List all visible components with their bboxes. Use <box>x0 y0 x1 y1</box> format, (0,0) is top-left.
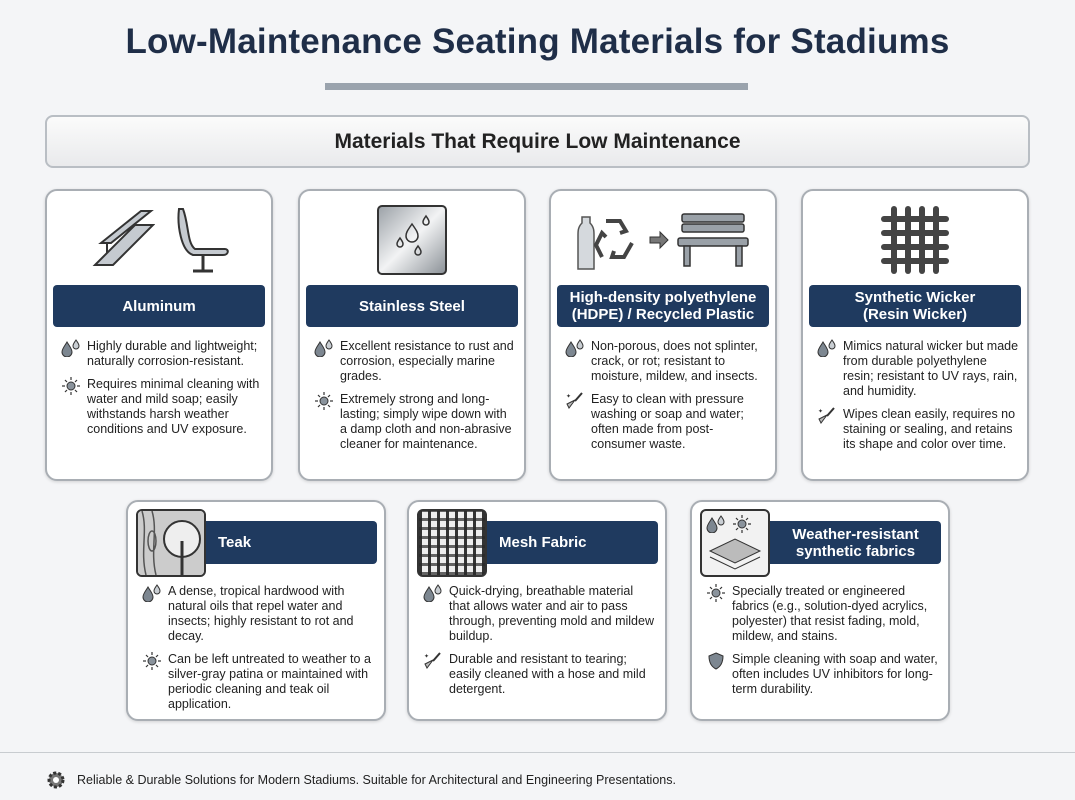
section-header: Materials That Require Low Maintenance <box>45 115 1030 168</box>
water-drops-icon <box>61 339 81 357</box>
feature-item <box>314 339 516 384</box>
material-title: Stainless Steel <box>306 285 518 327</box>
material-card-weather-resistant-fabrics <box>690 500 950 721</box>
steel-plate-water-icon <box>376 204 448 276</box>
feature-text: Easy to clean with pressure washing or soap and water; often made from post-consumer waste. <box>591 392 744 451</box>
feature-item <box>565 392 767 452</box>
water-drops-icon <box>142 584 162 602</box>
arrow-right-icon <box>648 230 670 250</box>
feature-text: Quick-drying, breathable material that allows water and air to pass through, preventing mold and mildew buildup. <box>449 584 654 643</box>
material-title: Weather-resistant synthetic fabrics <box>740 521 941 564</box>
water-drops-icon <box>423 584 443 602</box>
feature-item <box>565 339 767 384</box>
feature-text: Highly durable and lightweight; naturally corrosion-resistant. <box>87 339 258 368</box>
material-card-teak <box>126 500 386 721</box>
feature-item <box>423 584 657 644</box>
feature-text: A dense, tropical hardwood with natural oils that repel water and insects; highly resistant to rot and decay. <box>168 584 354 643</box>
sun-icon <box>142 652 162 670</box>
gear-icon <box>45 769 67 791</box>
feature-text: Specially treated or engineered fabrics (e.g., solution-dyed acrylics, polyester) that resist fading, mold, mildew, and stains. <box>732 584 928 643</box>
mesh-weave-icon <box>417 509 487 577</box>
brush-icon <box>817 407 837 425</box>
feature-item <box>817 407 1019 452</box>
material-title: Synthetic Wicker (Resin Wicker) <box>809 285 1021 327</box>
bench-icon <box>676 210 750 270</box>
feature-text: Simple cleaning with soap and water, often includes UV inhibitors for long-term durability. <box>732 652 938 696</box>
footer-text: Reliable & Durable Solutions for Modern Stadiums. Suitable for Architectural and Engineering Presentations. <box>77 773 676 787</box>
feature-item <box>706 584 940 644</box>
feature-text: Mimics natural wicker but made from durable polyethylene resin; resistant to UV rays, rain, and humidity. <box>843 339 1019 398</box>
sun-icon <box>314 392 334 410</box>
water-drops-icon <box>817 339 837 357</box>
feature-text: Non-porous, does not splinter, crack, or rot; resistant to moisture, mildew, and insects. <box>591 339 758 383</box>
material-card-synthetic-wicker <box>801 189 1029 481</box>
shield-icon <box>706 652 726 670</box>
feature-item <box>61 377 263 437</box>
brush-icon <box>565 392 585 410</box>
feature-item <box>423 652 657 697</box>
stadium-seat-icon <box>173 205 233 275</box>
title-underline <box>325 83 748 90</box>
feature-item <box>142 652 376 712</box>
wood-tree-icon <box>136 509 206 577</box>
material-card-stainless-steel <box>298 189 526 481</box>
material-title: Teak <box>176 521 377 564</box>
feature-text: Can be left untreated to weather to a silver-gray patina or maintained with periodic cleaning and teak oil application. <box>168 652 371 711</box>
brush-icon <box>423 652 443 670</box>
feature-item <box>314 392 516 452</box>
footer-divider <box>0 752 1075 753</box>
footer <box>45 769 676 791</box>
sun-icon <box>61 377 81 395</box>
feature-item <box>706 652 940 697</box>
fabric-layers-icon <box>700 509 770 577</box>
material-card-hdpe <box>549 189 777 481</box>
material-card-aluminum <box>45 189 273 481</box>
feature-text: Durable and resistant to tearing; easily cleaned with a hose and mild detergent. <box>449 652 646 696</box>
water-drops-icon <box>565 339 585 357</box>
feature-item <box>142 584 376 644</box>
i-beam-icon <box>85 205 155 275</box>
material-card-mesh-fabric <box>407 500 667 721</box>
feature-text: Extremely strong and long-lasting; simply wipe down with a damp cloth and non-abrasive cleaner for maintenance. <box>340 392 512 451</box>
sun-icon <box>706 584 726 602</box>
material-title: Mesh Fabric <box>457 521 658 564</box>
wicker-weave-icon <box>880 205 950 275</box>
feature-text: Wipes clean easily, requires no staining or sealing, and retains its shape and color over time. <box>843 407 1016 451</box>
recycle-bottle-icon <box>576 207 642 273</box>
page-title: Low-Maintenance Seating Materials for Stadiums <box>125 22 950 61</box>
feature-item <box>817 339 1019 399</box>
feature-text: Excellent resistance to rust and corrosion, especially marine grades. <box>340 339 514 383</box>
material-title: Aluminum <box>53 285 265 327</box>
material-title: High-density polyethylene (HDPE) / Recycled Plastic <box>557 285 769 327</box>
feature-item <box>61 339 263 369</box>
water-drops-icon <box>314 339 334 357</box>
feature-text: Requires minimal cleaning with water and mild soap; easily withstands harsh weather conditions and UV exposure. <box>87 377 260 436</box>
